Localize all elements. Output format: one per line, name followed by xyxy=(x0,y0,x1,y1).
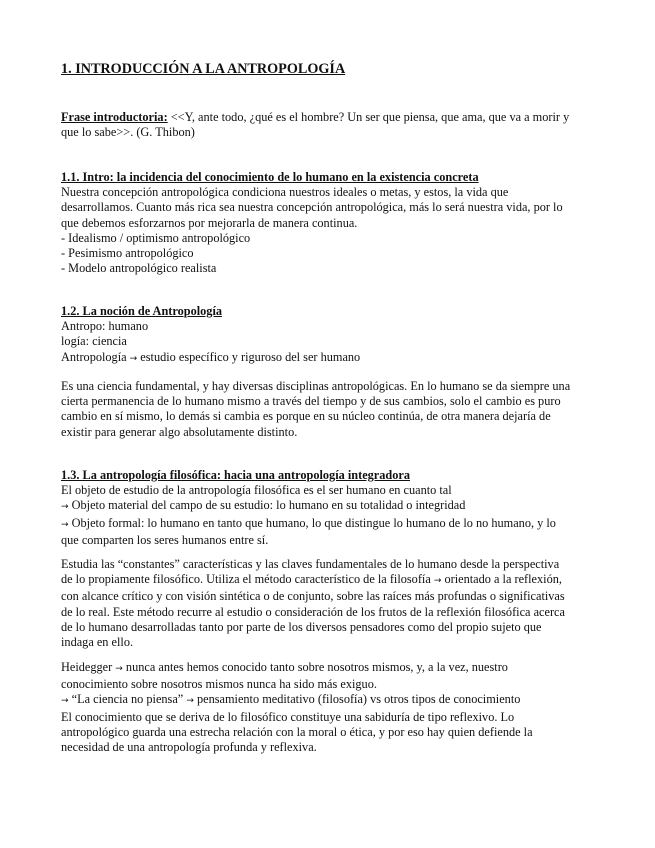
section-1-1-line: Nuestra concepción antropológica condiciona nuestros ideales o metas, y estos, la vida que xyxy=(61,185,509,200)
section-1-1-heading: 1.1. Intro: la incidencia del conocimiento de lo humano en la existencia concreta xyxy=(61,170,479,184)
section-1-3-heading: 1.3. La antropología filosófica: hacia una antropología integradora xyxy=(61,468,410,482)
heidegger-text: nunca antes hemos conocido tanto sobre nosotros mismos, y, a la vez, nuestro xyxy=(125,660,508,674)
section-1-1-line: que debemos esforzarnos por mejorarla de manera continua. xyxy=(61,215,358,230)
definition-text: estudio específico y riguroso del ser humano xyxy=(140,349,361,364)
paragraph-line: Es una ciencia fundamental, y hay diversas disciplinas antropológicas. En lo humano se da siempre una xyxy=(61,379,571,393)
quote-result: pensamiento meditativo (filosofía) vs otros tipos de conocimiento xyxy=(196,692,521,707)
section-1-1-line: desarrollamos. Cuanto más rica sea nuestra concepción antropológica, más lo será nuestra vida, por lo xyxy=(61,200,563,215)
paragraph-fragment: de lo propiamente filosófico. Utiliza el método característico de la filosofía xyxy=(61,572,431,587)
section-1-1 xyxy=(61,170,606,276)
paragraph-fragment: orientado a la reflexión, xyxy=(444,572,562,587)
heidegger-line xyxy=(61,660,606,677)
paragraph-line: de lo humano desarrolladas tanto por parte de los diversos pensadores como del propio sujeto que xyxy=(61,619,542,634)
intro-label: Frase introductoria: xyxy=(61,110,168,124)
final-line: necesidad de una antropología profunda y reflexiva. xyxy=(61,740,317,755)
paragraph-line: cierta permanencia de lo humano mismo a través del tiempo y de sus cambios, solo el cambio es puro xyxy=(61,394,561,409)
section-1-2-paragraph xyxy=(61,379,606,440)
arrow-icon: → xyxy=(433,576,442,587)
quote-line xyxy=(61,692,606,709)
section-1-2-heading: 1.2. La noción de Antropología xyxy=(61,304,223,318)
arrow-icon: → xyxy=(186,696,194,707)
arrow-icon: → xyxy=(61,696,69,707)
paragraph-line: de lo real. Este método recurre al estudio o consideración de los frutos de la reflexión filosófica acerca xyxy=(61,604,565,619)
arrow-icon: → xyxy=(61,502,69,513)
section-1-2 xyxy=(61,304,606,367)
document-title: 1. INTRODUCCIÓN A LA ANTROPOLOGÍA xyxy=(61,61,346,77)
arrow-icon: → xyxy=(129,353,138,364)
definition-term: Antropología xyxy=(61,349,127,364)
heidegger-line-2: conocimiento sobre nosotros mismos nunca ha sido más exiguo. xyxy=(61,677,377,692)
section-1-3-line: El objeto de estudio de la antropología filosófica es el ser humano en cuanto tal xyxy=(61,483,452,498)
arrow-icon: → xyxy=(61,519,69,530)
etymology-logia: logía: ciencia xyxy=(61,334,127,349)
paragraph-line: indaga en ello. xyxy=(61,635,134,650)
list-item-idealismo: - Idealismo / optimismo antropológico xyxy=(61,230,251,245)
list-item-realista: - Modelo antropológico realista xyxy=(61,261,217,276)
objeto-formal-cont: que comparten los seres humanos entre sí. xyxy=(61,532,269,547)
arrow-icon: → xyxy=(115,664,123,674)
intro-text-2: que lo sabe>>. (G. Thibon) xyxy=(61,125,195,140)
definition-line xyxy=(61,350,606,367)
etymology-antropo: Antropo: humano xyxy=(61,319,149,334)
objeto-material-line xyxy=(61,498,606,515)
objeto-formal-line xyxy=(61,516,606,533)
paragraph-line: existir para generar algo absolutamente distinto. xyxy=(61,424,298,439)
objeto-formal: Objeto formal: lo humano en tanto que humano, lo que distingue lo humano de lo no humano, y lo xyxy=(71,515,556,530)
final-line: antropológico guarda una estrecha relación con la moral o ética, y por eso hay quien defiende la xyxy=(61,724,533,739)
paragraph-line: con alcance crítico y con visión sintética o de conjunto, sobre las raíces más profundas o significativas xyxy=(61,589,565,604)
final-line: El conocimiento que se deriva de lo filosófico constituye una sabiduría de tipo reflexivo. Lo xyxy=(61,709,515,724)
section-1-3-paragraph xyxy=(61,557,606,650)
list-item-pesimismo: - Pesimismo antropológico xyxy=(61,246,194,261)
paragraph-line: Estudia las “constantes” características y las claves fundamentales de lo humano desde la perspectiva xyxy=(61,557,560,571)
section-1-3 xyxy=(61,468,606,548)
objeto-material: Objeto material del campo de su estudio: lo humano en su totalidad o integridad xyxy=(71,498,466,513)
quote-text: “La ciencia no piensa” xyxy=(71,692,184,707)
paragraph-line xyxy=(61,572,606,589)
heidegger-name: Heidegger xyxy=(61,660,113,674)
heidegger-block xyxy=(61,660,606,755)
intro-text: <<Y, ante todo, ¿qué es el hombre? Un ser que piensa, que ama, que va a morir y xyxy=(167,110,570,124)
intro-block xyxy=(61,110,606,140)
paragraph-line: cambio en sí mismo, lo demás si cambia es porque en su núcleo continúa, de otra manera dejaría de xyxy=(61,409,551,424)
